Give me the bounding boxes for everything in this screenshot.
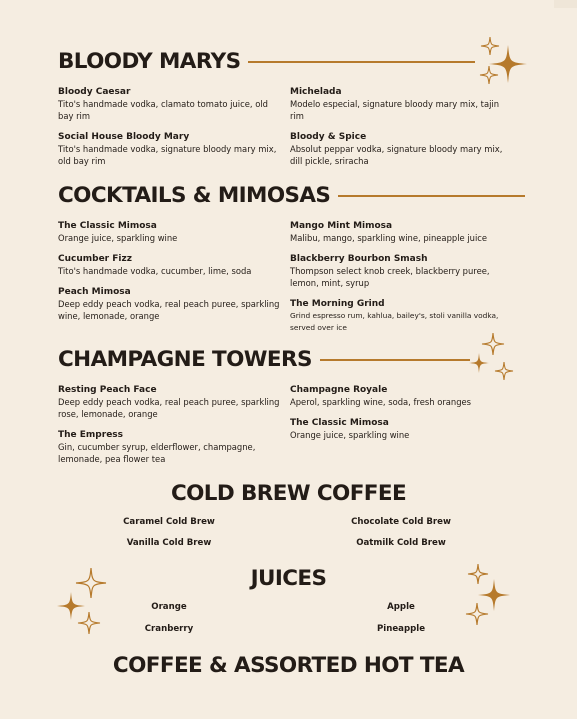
section-title-hot: COFFEE & ASSORTED HOT TEA <box>112 653 465 678</box>
sparkle-icon <box>57 592 85 620</box>
section-title-juices: JUICES <box>250 566 327 591</box>
list-item: Apple <box>387 602 415 612</box>
item-desc: Absolut peppar vodka, signature bloody mary mix, dill pickle, sriracha <box>290 144 503 166</box>
item-name: The Classic Mimosa <box>290 418 389 428</box>
list-item: Caramel Cold Brew <box>123 517 215 527</box>
item-name: Blackberry Bourbon Smash <box>290 254 428 264</box>
section-title: CHAMPAGNE TOWERS <box>58 347 312 372</box>
item-name: Bloody & Spice <box>290 132 367 142</box>
sparkle-icon <box>469 353 489 373</box>
item-desc: Orange juice, sparkling wine <box>58 233 178 243</box>
item-name: Resting Peach Face <box>58 385 157 395</box>
sparkle-icon <box>489 45 527 83</box>
sparkle-icon <box>466 603 488 625</box>
sparkle-icon <box>482 333 504 355</box>
sparkle-icon <box>478 579 510 611</box>
item-desc: Thompson select knob creek, blackberry puree, lemon, mint, syrup <box>290 266 490 288</box>
item-name: Champagne Royale <box>290 385 388 395</box>
sparkle-icon <box>495 362 513 380</box>
item-name: The Empress <box>58 430 124 440</box>
section-title-cold-brew: COLD BREW COFFEE <box>170 481 407 506</box>
item-name: Cucumber Fizz <box>58 254 132 264</box>
item-desc: Grind espresso rum, kahlua, bailey's, stoli vanilla vodka, served over ice <box>290 311 499 332</box>
item-desc: Deep eddy peach vodka, real peach puree, sparkling rose, lemonade, orange <box>58 397 280 419</box>
sparkle-icon <box>78 612 100 634</box>
item-desc: Tito's handmade vodka, cucumber, lime, soda <box>58 266 252 276</box>
list-item: Chocolate Cold Brew <box>351 517 451 527</box>
item-name: Peach Mimosa <box>58 287 131 297</box>
section-title: BLOODY MARYS <box>58 49 241 74</box>
list-item: Cranberry <box>144 624 194 634</box>
sparkle-icon <box>481 37 499 55</box>
sparkle-icon <box>468 564 488 584</box>
item-name: Michelada <box>290 87 342 97</box>
item-desc: Gin, cucumber syrup, elderflower, champagne, lemonade, pea flower tea <box>58 442 256 464</box>
item-name: Mango Mint Mimosa <box>290 221 393 231</box>
sparkle-icon <box>76 568 106 598</box>
list-item: Orange <box>151 602 187 612</box>
list-item: Pineapple <box>376 624 426 634</box>
item-name: The Morning Grind <box>290 299 385 309</box>
item-name: The Classic Mimosa <box>58 221 157 231</box>
item-desc: Modelo especial, signature bloody mary mix, tajin rim <box>290 99 500 121</box>
item-desc: Aperol, sparkling wine, soda, fresh oranges <box>290 397 472 407</box>
item-desc: Tito's handmade vodka, clamato tomato juice, old bay rim <box>58 99 268 121</box>
item-desc: Orange juice, sparkling wine <box>290 430 410 440</box>
section-title: COCKTAILS & MIMOSAS <box>58 183 331 208</box>
item-name: Bloody Caesar <box>58 87 131 97</box>
item-desc: Malibu, mango, sparkling wine, pineapple juice <box>290 233 488 243</box>
list-item: Vanilla Cold Brew <box>126 538 212 548</box>
item-desc: Tito's handmade vodka, signature bloody mary mix, old bay rim <box>58 144 277 166</box>
item-desc: Deep eddy peach vodka, real peach puree, sparkling wine, lemonade, orange <box>58 299 280 321</box>
list-item: Oatmilk Cold Brew <box>356 538 446 548</box>
item-name: Social House Bloody Mary <box>58 132 190 142</box>
sparkle-icon <box>480 66 498 84</box>
